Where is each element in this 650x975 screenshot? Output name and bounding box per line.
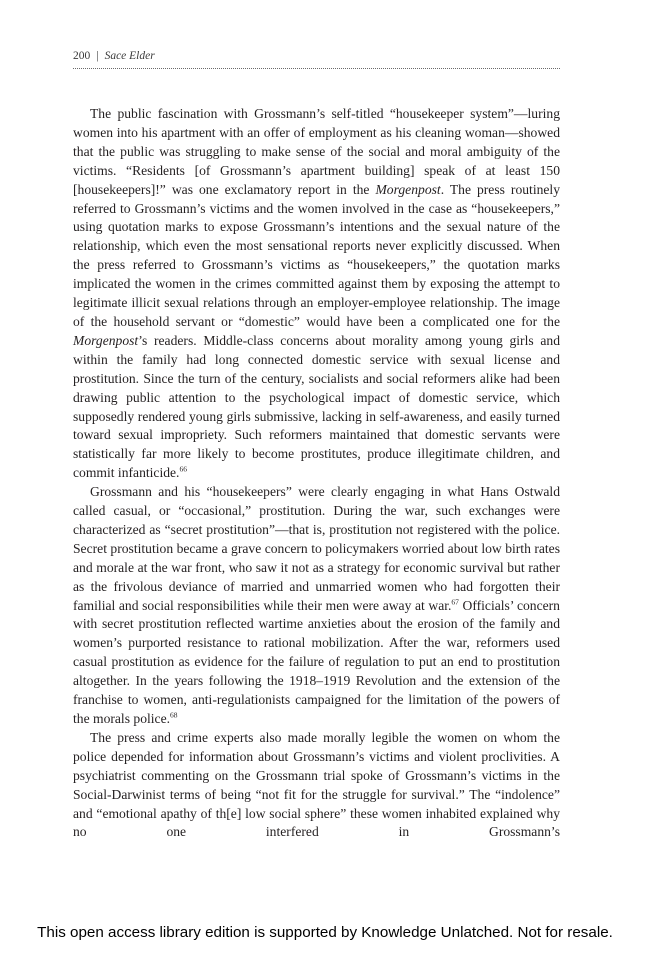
text-run: . The press routinely referred to Grossmann’s victims and the women involved in the case as “housekeepers,” using quotation marks to expose Grossmann’s intentions and the sexual nature of the relationship, which even the most sensational reports never explicitly discussed. When the press referred to Grossmann’s victims as “housekeepers,” the quotation marks implicated the women in the crimes committed against them by exposing the attempt to legitimate illicit sexual relations through an employer-employee relationship. The image of the household servant or “domestic” would have been a complicated one for the — [73, 181, 561, 329]
footnote-ref: 66 — [179, 464, 187, 474]
italic-title: Morgenpost — [73, 332, 139, 348]
running-head-author: Sace Elder — [104, 50, 155, 62]
paragraph — [73, 483, 560, 729]
body-text — [73, 105, 560, 842]
running-header — [73, 50, 560, 69]
text-run: The public fascination with Grossmann’s self-titled “housekeeper system”—luring women into his apartment with an offer of employment as his cleaning woman—showed that the public was struggling to make sense of the social and moral ambiguity of the victims. “Residents [of Grossmann’s apartment building] speak of at least 150 [housekeepers]!” was one exclamatory report in the — [73, 106, 560, 197]
footnote-ref: 68 — [170, 710, 178, 720]
paragraph — [73, 729, 560, 842]
footnote-ref: 67 — [451, 596, 459, 606]
open-access-notice: This open access library edition is supported by Knowledge Unlatched. Not for resale. — [37, 924, 613, 941]
page-number: 200 — [73, 50, 91, 62]
text-run: Officials’ concern with secret prostitution reflected wartime anxieties about the erosion of the family and women’s purported resistance to rational mobilization. After the war, reformers used casual prostitution as evidence for the failure of regulation to put an end to prostitution altogether. In the years following the 1918–1919 Revolution and the extension of the franchise to women, anti-regulationists campaigned for the limitation of the powers of the morals police. — [73, 597, 560, 726]
text-run: The press and crime experts also made morally legible the women on whom the police depended for information about Grossmann’s victims and violent proclivities. A psychiatrist commenting on the Grossmann trial spoke of Grossmann’s victims in the Social-Darwinist terms of being “not fit for the struggle for survival.” The “indolence” and “emotional apathy of th[e] low social sphere” these women inhabited explained why no one interfered in Grossmann’s — [73, 729, 560, 840]
header-separator: | — [96, 50, 99, 62]
paragraph — [73, 105, 560, 483]
text-run: ’s readers. Middle-class concerns about morality among young girls and within the family had long connected domestic service with sexual license and prostitution. Since the turn of the century, socialists and social reformers alike had been drawing public attention to the psychological impact of domestic service, which supposedly rendered young girls submissive, lacking in self-awareness, and easily turned toward sexual impropriety. Such reformers maintained that domestic servants were statistically far more likely to become prostitutes, produce illegitimate children, and commit infanticide. — [73, 332, 560, 481]
italic-title: Morgenpost — [375, 181, 441, 197]
text-run: Grossmann and his “housekeepers” were clearly engaging in what Hans Ostwald called casual, or “occasional,” prostitution. During the war, such exchanges were characterized as “secret prostitution”—that is, prostitution not registered with the police. Secret prostitution became a grave concern to policymakers worried about low birth rates and morale at the war front, who saw it not as a strategy for economic survival but rather as the frivolous deviance of married and unmarried women who had forgotten their familial and social responsibilities while their men were away at war. — [73, 484, 560, 613]
